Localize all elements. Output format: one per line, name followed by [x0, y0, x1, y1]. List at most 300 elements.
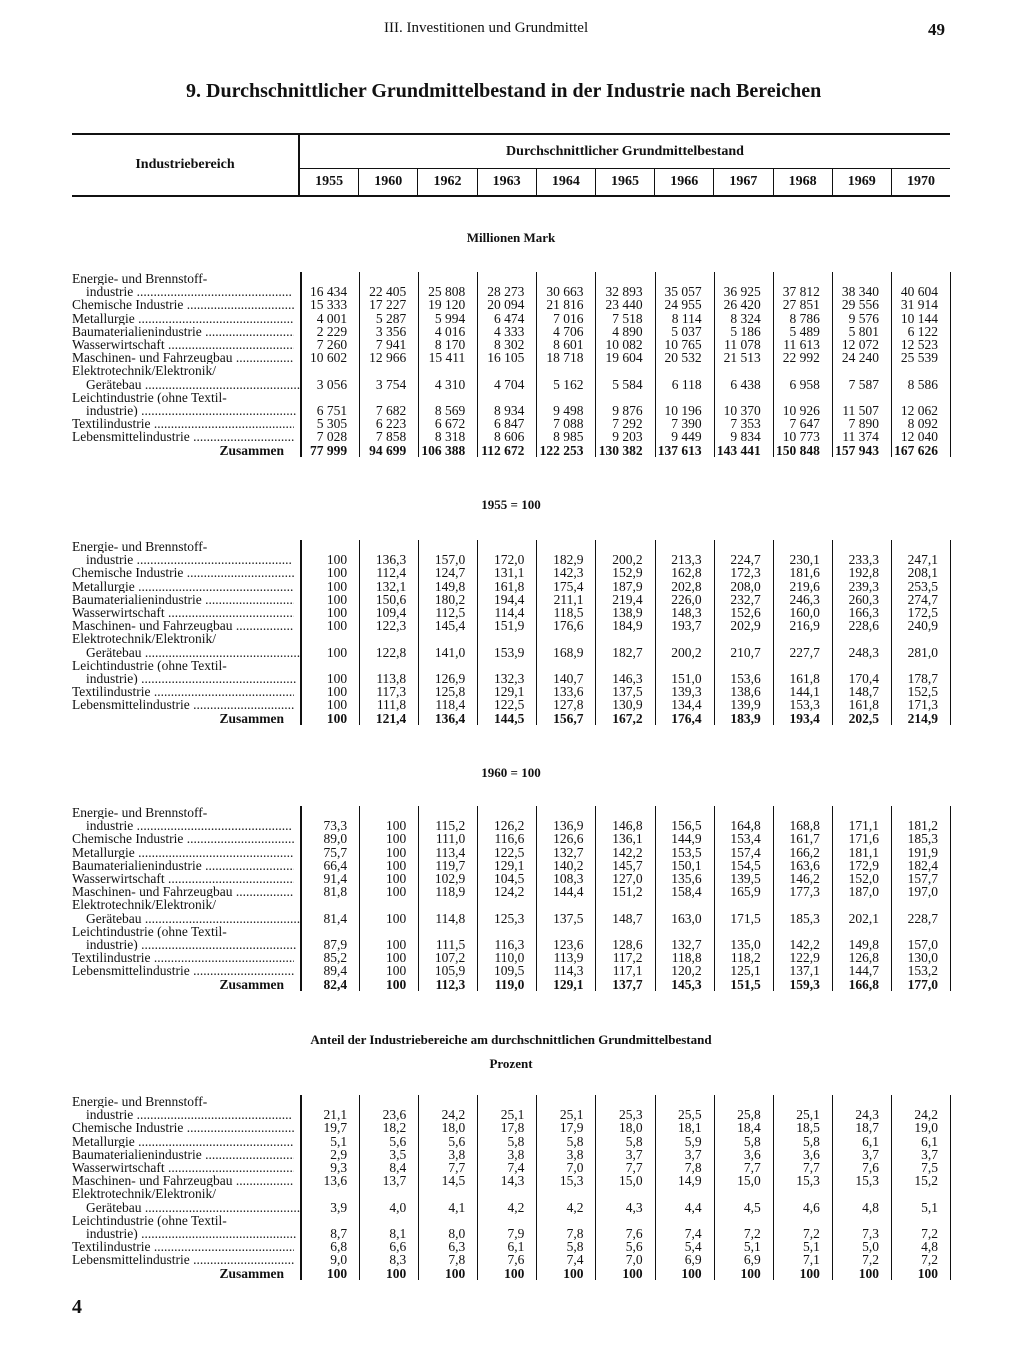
value-cell: 12 062 — [900, 403, 939, 418]
value-cell: 109,5 — [494, 963, 525, 979]
column-rule — [891, 540, 892, 725]
year-header-cell: 1966 — [654, 169, 713, 195]
value-cell: 152,9 — [612, 565, 643, 581]
value-cell: 248,3 — [848, 644, 879, 660]
column-rule — [477, 272, 478, 457]
value-cell: 2 229 — [316, 323, 348, 339]
value-cell: 141,0 — [434, 644, 466, 660]
value-cell: 142,2 — [789, 937, 820, 952]
table-row — [72, 364, 950, 377]
value-cell: 253,5 — [907, 578, 939, 594]
value-cell: 89,0 — [323, 831, 348, 847]
value-cell: 167,2 — [612, 710, 643, 726]
value-cell: 5 489 — [789, 323, 820, 339]
row-label: Wasserwirtschaft ..... — [72, 606, 294, 619]
row-label: Baumaterialienindustrie ..... — [72, 1148, 294, 1161]
row-label: Zusammen — [219, 711, 284, 725]
value-cell: 100 — [385, 857, 407, 873]
value-cell: 5,8 — [625, 1133, 643, 1149]
value-cell: 132,7 — [553, 844, 584, 860]
table-row — [72, 606, 950, 619]
value-cell: 126,8 — [848, 950, 879, 966]
value-cell: 111,0 — [435, 831, 466, 847]
row-label: Elektrotechnik/Elektronik/ — [72, 898, 216, 912]
value-cell: 15,3 — [796, 1173, 820, 1189]
value-cell: 5 305 — [316, 416, 348, 432]
column-rule — [891, 806, 892, 991]
column-rule — [714, 272, 715, 457]
value-cell: 3,6 — [802, 1146, 820, 1162]
value-cell: 171,5 — [730, 910, 761, 926]
column-rule — [595, 540, 596, 725]
column-rule — [950, 806, 951, 991]
value-cell: 192,8 — [848, 565, 879, 581]
value-cell: 3 754 — [375, 376, 407, 392]
value-cell: 162,8 — [671, 565, 702, 581]
value-cell: 157,7 — [907, 871, 939, 886]
row-label: Lebensmittelindustrie ..... — [72, 1253, 294, 1266]
value-cell: 145,3 — [671, 976, 702, 992]
value-cell: 3 056 — [316, 376, 348, 392]
value-cell: 117,3 — [376, 684, 407, 700]
table-row — [72, 1240, 950, 1253]
value-cell: 9,3 — [330, 1160, 348, 1175]
value-cell: 208,0 — [730, 578, 761, 594]
table-row — [72, 1108, 950, 1121]
value-cell: 151,5 — [730, 976, 761, 992]
value-cell: 157,0 — [434, 552, 466, 568]
column-rule — [418, 806, 419, 991]
value-cell: 176,4 — [671, 710, 702, 726]
value-cell: 118,4 — [435, 697, 466, 713]
row-label: Baumaterialienindustrie ..... — [72, 593, 294, 606]
value-cell: 139,9 — [730, 697, 761, 713]
section-subtitle: Prozent — [489, 1056, 533, 1071]
row-label: Lebensmittelindustrie ..... — [72, 698, 294, 711]
value-cell: 11 613 — [783, 337, 820, 352]
value-cell: 3 356 — [375, 323, 407, 339]
value-cell: 7,8 — [684, 1160, 702, 1175]
value-cell: 202,9 — [730, 618, 761, 634]
value-cell: 9 449 — [671, 429, 702, 445]
value-cell: 216,9 — [789, 618, 820, 634]
value-cell: 20 094 — [487, 297, 525, 313]
column-rule — [300, 1095, 302, 1280]
row-label: industrie) ..... — [72, 672, 308, 685]
value-cell: 122,5 — [494, 844, 525, 860]
value-cell: 145,7 — [612, 857, 643, 873]
value-cell: 8 324 — [730, 310, 761, 326]
value-cell: 148,7 — [848, 684, 879, 700]
column-rule — [832, 806, 833, 991]
row-label: Leichtindustrie (ohne Textil- — [72, 658, 227, 672]
value-cell: 4 016 — [434, 323, 466, 339]
value-cell: 232,7 — [730, 591, 761, 607]
value-cell: 153,9 — [494, 644, 525, 660]
section-block — [72, 1095, 950, 1280]
value-cell: 137,5 — [553, 910, 584, 926]
value-cell: 22 992 — [782, 350, 820, 366]
value-cell: 140,2 — [553, 857, 584, 873]
value-cell: 129,1 — [553, 976, 584, 992]
value-cell: 100 — [326, 644, 348, 660]
section-title: Anteil der Industriebereiche am durchschnittlichen Grundmittelbestand — [310, 1032, 712, 1047]
value-cell: 133,6 — [553, 684, 584, 700]
value-cell: 13,6 — [323, 1173, 348, 1189]
value-cell: 8 170 — [434, 337, 466, 352]
row-label: Metallurgie ..... — [72, 846, 294, 859]
value-cell: 25,1 — [500, 1107, 525, 1123]
value-cell: 151,0 — [671, 671, 702, 686]
row-label: industrie) ..... — [72, 404, 308, 417]
value-cell: 100 — [326, 618, 348, 634]
value-cell: 100 — [326, 697, 348, 713]
value-cell: 24,3 — [855, 1107, 879, 1123]
table-row — [72, 912, 950, 925]
value-cell: 109,4 — [375, 605, 407, 620]
value-cell: 152,6 — [730, 605, 761, 620]
year-header-cell: 1955 — [315, 174, 344, 189]
value-cell: 14,9 — [678, 1173, 702, 1189]
value-cell: 6 118 — [671, 376, 702, 392]
table-row — [72, 859, 950, 872]
value-cell: 148,7 — [612, 910, 643, 926]
value-cell: 7 016 — [553, 310, 584, 326]
value-cell: 100 — [385, 963, 407, 979]
value-cell: 10 765 — [664, 337, 702, 352]
value-cell: 8,1 — [389, 1226, 407, 1241]
row-label: Chemische Industrie ..... — [72, 566, 294, 579]
value-cell: 8 318 — [434, 429, 466, 445]
value-cell: 11 374 — [842, 429, 879, 445]
value-cell: 100 — [622, 1265, 643, 1281]
year-header-cell: 1962 — [417, 169, 476, 195]
table-row — [72, 1214, 950, 1227]
value-cell: 18,2 — [382, 1120, 407, 1136]
value-cell: 8,4 — [389, 1160, 407, 1175]
value-cell: 7,8 — [448, 1252, 466, 1268]
value-cell: 19,7 — [323, 1120, 348, 1136]
year-header-cell: 1964 — [536, 169, 595, 195]
table-row — [72, 1121, 950, 1134]
value-cell: 15,3 — [559, 1173, 584, 1189]
table-row — [72, 846, 950, 859]
year-header-cell: 1968 — [773, 169, 832, 195]
value-cell: 35 057 — [664, 284, 702, 300]
value-cell: 5 801 — [848, 323, 879, 339]
value-cell: 247,1 — [907, 552, 939, 568]
value-cell: 127,8 — [553, 697, 584, 713]
row-label: Energie- und Brennstoff- — [72, 540, 208, 553]
row-label: Gerätebau ..... — [72, 912, 308, 925]
value-cell: 208,1 — [907, 565, 939, 581]
value-cell: 4,8 — [862, 1199, 879, 1215]
value-cell: 122,5 — [494, 697, 525, 713]
value-cell: 112,4 — [376, 565, 407, 581]
column-rule — [950, 1095, 951, 1280]
value-cell: 8 786 — [789, 310, 820, 326]
value-cell: 187,0 — [848, 884, 879, 900]
value-cell: 144,1 — [789, 684, 820, 700]
value-cell: 154,5 — [730, 857, 761, 873]
row-label: industrie ..... — [72, 553, 308, 566]
year-header-row — [300, 169, 950, 195]
value-cell: 211,1 — [553, 591, 584, 607]
value-cell: 219,4 — [612, 591, 643, 607]
row-label: Energie- und Brennstoff- — [72, 806, 208, 819]
value-cell: 10 926 — [782, 403, 820, 418]
value-cell: 5,1 — [330, 1133, 348, 1149]
value-cell: 153,3 — [789, 697, 820, 713]
section-block — [72, 272, 950, 457]
value-cell: 149,8 — [434, 578, 466, 594]
value-cell: 24 240 — [841, 350, 879, 366]
value-cell: 111,8 — [376, 697, 407, 713]
value-cell: 122,3 — [375, 618, 407, 634]
value-cell: 14,3 — [500, 1173, 525, 1189]
value-cell: 132,7 — [671, 937, 702, 952]
value-cell: 171,6 — [848, 831, 879, 847]
column-rule — [418, 540, 419, 725]
value-cell: 3,9 — [330, 1199, 348, 1215]
table-row — [72, 338, 950, 351]
row-label: Textilindustrie ..... — [72, 685, 294, 698]
value-cell: 5 186 — [730, 323, 761, 339]
value-cell: 6 847 — [494, 416, 525, 432]
value-cell: 150,6 — [375, 591, 407, 607]
column-rule — [595, 1095, 596, 1280]
value-cell: 100 — [858, 1265, 879, 1281]
value-cell: 18,4 — [737, 1120, 761, 1136]
value-cell: 144,9 — [671, 831, 702, 847]
table-row — [72, 659, 950, 672]
value-cell: 197,0 — [907, 884, 939, 900]
value-cell: 112,5 — [435, 605, 466, 620]
value-cell: 7 353 — [730, 416, 761, 432]
value-cell: 135,0 — [730, 937, 761, 952]
value-cell: 7 088 — [553, 416, 584, 432]
row-label: Textilindustrie ..... — [72, 1240, 294, 1253]
value-cell: 116,6 — [494, 831, 525, 847]
table-row — [72, 832, 950, 845]
value-cell: 12 072 — [841, 337, 879, 352]
value-cell: 172,9 — [848, 857, 879, 873]
value-cell: 175,4 — [553, 578, 584, 594]
value-cell: 24,2 — [441, 1107, 466, 1123]
value-cell: 161,8 — [494, 578, 525, 594]
value-cell: 7,2 — [921, 1226, 939, 1241]
value-cell: 25,8 — [737, 1107, 761, 1123]
value-cell: 15 411 — [428, 350, 466, 366]
row-label: Metallurgie ..... — [72, 312, 294, 325]
section-title: Millionen Mark — [466, 230, 556, 245]
value-cell: 15,0 — [618, 1173, 643, 1189]
value-cell: 260,3 — [848, 591, 879, 607]
value-cell: 142,3 — [553, 565, 584, 581]
value-cell: 6 474 — [494, 310, 525, 326]
value-cell: 9 834 — [730, 429, 761, 445]
year-header-cell: 1963 — [477, 169, 536, 195]
value-cell: 5 162 — [553, 376, 584, 392]
value-cell: 114,3 — [553, 963, 584, 979]
value-cell: 210,7 — [730, 644, 761, 660]
column-rule — [891, 1095, 892, 1280]
value-cell: 100 — [326, 710, 348, 726]
row-label: Zusammen — [219, 1266, 284, 1280]
column-rule — [714, 1095, 715, 1280]
value-cell: 91,4 — [323, 871, 348, 886]
value-cell: 6,9 — [684, 1252, 702, 1268]
value-cell: 157,4 — [730, 844, 761, 860]
column-rule — [714, 540, 715, 725]
table-row — [72, 1201, 950, 1214]
value-cell: 7 587 — [848, 376, 879, 392]
value-cell: 182,9 — [553, 552, 584, 568]
value-cell: 7,2 — [802, 1226, 820, 1241]
value-cell: 7 647 — [789, 416, 820, 432]
column-rule — [655, 806, 656, 991]
value-cell: 7 858 — [375, 429, 407, 445]
row-label: Gerätebau ..... — [72, 1201, 308, 1214]
value-cell: 7 028 — [316, 429, 348, 445]
value-cell: 115,2 — [435, 818, 466, 834]
table-row — [72, 566, 950, 579]
value-cell: 100 — [326, 565, 348, 581]
table-row — [72, 1187, 950, 1200]
value-cell: 227,7 — [789, 644, 820, 660]
value-cell: 7,2 — [921, 1252, 939, 1268]
value-cell: 117,2 — [612, 950, 643, 966]
value-cell: 5 287 — [375, 310, 407, 326]
value-cell: 7 518 — [612, 310, 643, 326]
column-rule — [832, 540, 833, 725]
value-cell: 32 893 — [605, 284, 643, 300]
value-cell: 100 — [385, 871, 407, 886]
year-header-cell: 1965 — [595, 169, 654, 195]
value-cell: 113,8 — [376, 671, 407, 686]
value-cell: 4,1 — [448, 1199, 466, 1215]
value-cell: 161,8 — [789, 671, 820, 686]
value-cell: 15,3 — [855, 1173, 879, 1189]
value-cell: 172,5 — [907, 605, 939, 620]
value-cell: 6,3 — [448, 1239, 466, 1255]
value-cell: 153,2 — [907, 963, 939, 979]
value-cell: 129,1 — [494, 857, 525, 873]
row-label: Baumaterialienindustrie ..... — [72, 859, 294, 872]
value-cell: 224,7 — [730, 552, 761, 568]
row-label: Wasserwirtschaft ..... — [72, 338, 294, 351]
value-cell: 145,4 — [434, 618, 466, 634]
table-row — [72, 378, 950, 391]
value-cell: 36 925 — [723, 284, 761, 300]
column-rule — [418, 272, 419, 457]
row-label: Textilindustrie ..... — [72, 417, 294, 430]
value-cell: 12 040 — [900, 429, 939, 445]
value-cell: 233,3 — [848, 552, 879, 568]
value-cell: 4 333 — [494, 323, 525, 339]
value-cell: 114,8 — [435, 910, 466, 926]
value-cell: 66,4 — [323, 857, 348, 873]
value-cell: 12 523 — [900, 337, 939, 352]
value-cell: 202,1 — [848, 910, 879, 926]
value-cell: 31 914 — [900, 297, 939, 313]
column-rule — [536, 272, 537, 457]
value-cell: 5,6 — [625, 1239, 643, 1255]
value-cell: 182,4 — [907, 857, 939, 873]
value-cell: 3,7 — [862, 1146, 879, 1162]
value-cell: 18,7 — [855, 1120, 879, 1136]
value-cell: 157,0 — [907, 937, 939, 952]
section-title: 1955 = 100 — [481, 497, 541, 512]
total-row — [72, 444, 950, 457]
value-cell: 180,2 — [434, 591, 466, 607]
value-cell: 25,3 — [618, 1107, 643, 1123]
table-row — [72, 1148, 950, 1161]
year-header-cell: 1960 — [358, 169, 417, 195]
value-cell: 160,0 — [789, 605, 820, 620]
row-label: Lebensmittelindustrie ..... — [72, 964, 294, 977]
value-cell: 4,3 — [625, 1199, 643, 1215]
value-cell: 166,2 — [789, 844, 820, 860]
value-cell: 8 934 — [494, 403, 525, 418]
value-cell: 119,0 — [494, 976, 525, 992]
table-row — [72, 632, 950, 645]
column-rule — [359, 1095, 360, 1280]
value-cell: 153,5 — [671, 844, 702, 860]
table-row — [72, 1227, 950, 1240]
value-cell: 129,1 — [494, 684, 525, 700]
value-cell: 10 773 — [782, 429, 820, 445]
value-cell: 184,9 — [612, 618, 643, 634]
value-cell: 81,4 — [323, 910, 348, 926]
value-cell: 124,2 — [494, 884, 525, 900]
value-cell: 18,0 — [618, 1120, 643, 1136]
value-cell: 163,0 — [671, 910, 702, 926]
year-header-cell: 1967 — [713, 169, 772, 195]
value-cell: 118,8 — [671, 950, 702, 966]
value-cell: 137,1 — [789, 963, 820, 979]
value-cell: 100 — [326, 684, 348, 700]
value-cell: 4 890 — [612, 323, 643, 339]
value-cell: 177,3 — [789, 884, 820, 900]
value-cell: 100 — [681, 1265, 702, 1281]
value-cell: 214,9 — [907, 710, 939, 726]
value-cell: 112,3 — [435, 976, 466, 992]
value-cell: 7,0 — [566, 1160, 584, 1175]
value-cell: 6 672 — [434, 416, 466, 432]
value-cell: 170,4 — [848, 671, 879, 686]
value-cell: 228,7 — [907, 910, 939, 926]
value-cell: 87,9 — [323, 937, 348, 952]
table-row — [72, 819, 950, 832]
value-cell: 228,6 — [848, 618, 879, 634]
row-label: Leichtindustrie (ohne Textil- — [72, 924, 227, 938]
value-cell: 140,7 — [553, 671, 584, 686]
value-cell: 146,3 — [612, 671, 643, 686]
value-cell: 100 — [326, 605, 348, 620]
value-cell: 5 037 — [671, 323, 702, 339]
value-cell: 200,2 — [612, 552, 643, 568]
value-cell: 6,6 — [389, 1239, 407, 1255]
value-cell: 15,2 — [914, 1173, 939, 1189]
value-cell: 150,1 — [671, 857, 702, 873]
value-cell: 100 — [385, 844, 407, 860]
column-rule — [477, 1095, 478, 1280]
value-cell: 82,4 — [323, 976, 348, 992]
value-cell: 3,7 — [921, 1146, 939, 1162]
column-rule — [655, 1095, 656, 1280]
value-cell: 8 985 — [553, 429, 584, 445]
